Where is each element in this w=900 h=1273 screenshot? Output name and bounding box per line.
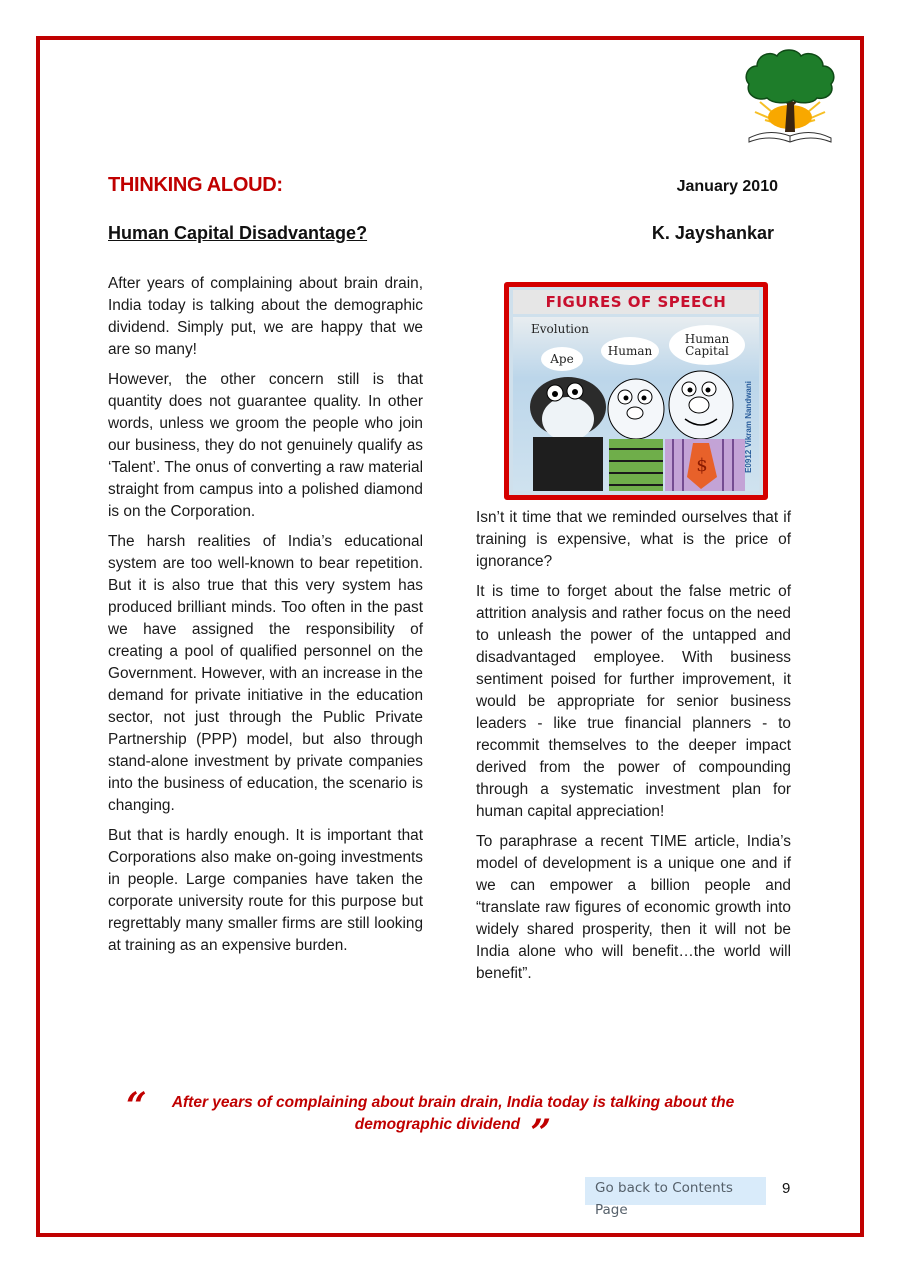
pull-quote: “ After years of complaining about brain drain, India today is talking about the demographic dividend ” [126,1085,735,1154]
paragraph: To paraphrase a recent TIME article, India’s model of development is a unique one and if we can empower a billion people and “translate raw figures of economic growth into widely shared prosperity, then it will not be India alone who will benefit…the world will benefit”. [476,833,791,982]
bubble-text: Human [607,344,653,358]
paragraph: But that is hardly enough. It is important that Corporations also make on-going investments in people. Large companies have taken the corporate university route for this purpose but regrettably many smaller firms are still looking at training as an expensive burden. [108,827,423,954]
cartoon-header: FIGURES OF SPEECH [513,290,759,314]
back-to-contents-link[interactable]: Go back to Contents Page [585,1177,766,1205]
pull-quote-text: After years of complaining about brain drain, India today is talking about the demographic dividend [171,1094,735,1133]
speech-bubble-human [601,337,659,365]
author-name: K. Jayshankar [651,223,774,243]
right-column [476,507,791,993]
cartoon-illustration [513,317,759,491]
page-number: 9 [782,1180,791,1197]
cartoon-caption: Evolution [531,322,589,336]
cartoon-figures-icon [513,367,757,491]
paragraph: However, the other concern still is that quantity does not guarantee quality. In other words, unless we groom the people who join our business, they do not genuinely qualify as ‘Talent’. The onus of converting a raw material straight from campus into a polished diamond is on the Corporation. [108,371,423,520]
paragraph: Isn’t it time that we reminded ourselves that if training is expensive, what is the price of ignorance? [476,509,791,570]
byline-row [108,223,774,251]
svg-text:$: $ [696,455,708,476]
paragraph: After years of complaining about brain drain, India today is talking about the demographic dividend. Simply put, we are happy that we are so many! [108,275,423,358]
cartoon-credit: E0912 Vikram Nandwani [744,381,753,473]
cartoon-image [504,282,768,500]
bubble-text: Human [684,332,730,346]
bubble-text: Capital [685,344,729,358]
section-title: THINKING ALOUD: [108,174,283,196]
left-column [108,273,423,965]
paragraph: The harsh realities of India’s educational system are too well-known to bear repetition. But it is also true that this very system has produced brilliant minds. Too often in the past we have assigned the responsibility of creating a pool of qualified personnel on the Government. However, with an increase in the demand for private initiative in the education sector, not just through the Public Private Partnership (PPP) model, but also through stand-alone investment by private companies into the business of education, the scenario is changing. [108,533,423,814]
tree-book-logo-icon [735,42,845,152]
article-title: Human Capital Disadvantage? [108,223,368,243]
paragraph: It is time to forget about the false metric of attrition analysis and rather focus on the need to unleash the power of the untapped and disadvantaged employee. With business sentiment poised for further improvement, it would be appropriate for senior business leaders - like true financial planners - to recommit themselves to the deeper impact derived from the power of compounding through a systematic investment plan for human capital appreciation! [476,583,791,820]
header-row [108,174,778,204]
speech-bubble-human-capital [669,325,745,365]
close-quote-icon: ” [530,1112,552,1154]
issue-date: January 2010 [676,178,778,195]
bubble-text: Ape [550,352,574,366]
